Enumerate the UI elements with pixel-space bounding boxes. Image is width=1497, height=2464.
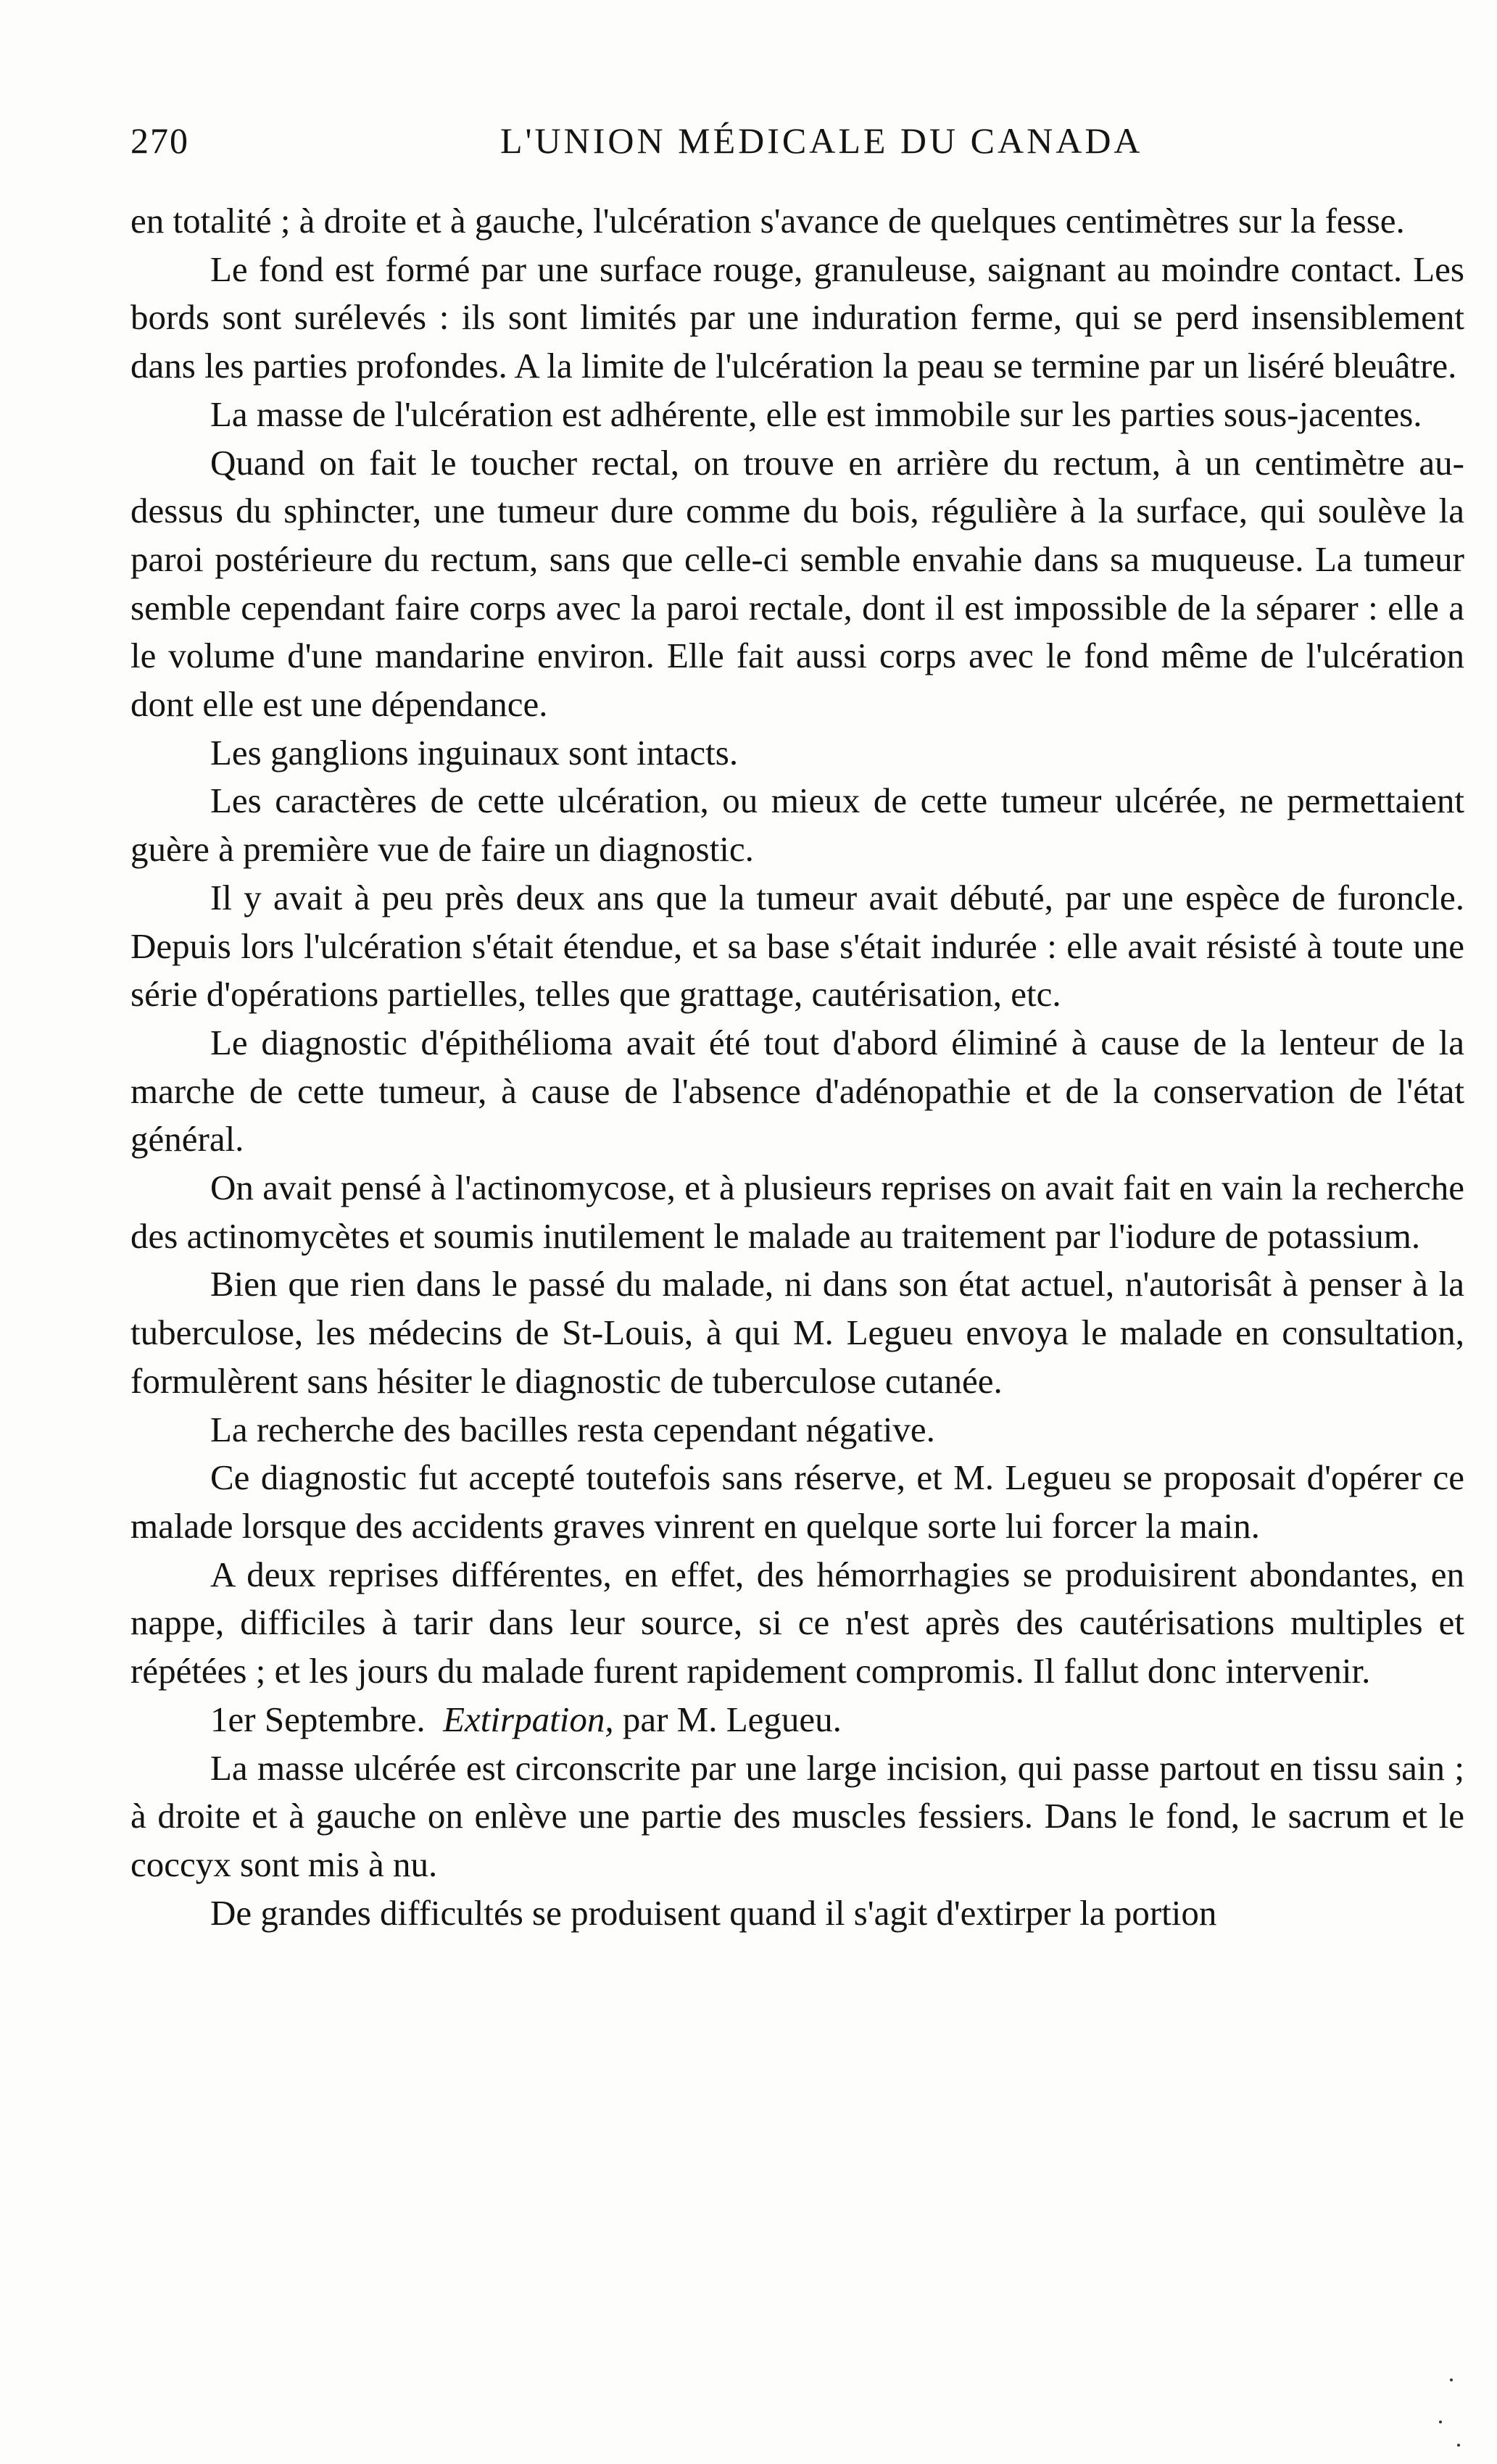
scan-speck [1450,2378,1453,2381]
paragraph: La masse de l'ulcération est adhérente, elle est immobile sur les parties sous-jacentes. [210,394,1422,434]
running-title: L'UNION MÉDICALE DU CANADA [500,120,1143,161]
paragraph: La recherche des bacilles resta cependant négative. [210,1409,935,1449]
paragraph: Le fond est formé par une surface rouge, granuleuse, saignant au moindre contact. Les bords sont surélevés : ils sont limités par une induration ferme, qui se perd insensiblement dans les parties profondes. A la limite de l'ulcération la peau se termine par un liséré bleuâtre. [130,249,1464,386]
paragraph: A deux reprises différentes, en effet, des hémorrhagies se produisirent abondantes, en nappe, difficiles à tarir dans leur source, si ce n'est après des cautérisations multiples et répétées ; et les jours du malade furent rapidement compromis. Il fallut donc intervenir. [130,1554,1464,1691]
paragraph: Le diagnostic d'épithélioma avait été tout d'abord éliminé à cause de la lenteur de la marche de cette tumeur, à cause de l'absence d'adénopathie et de la conservation de l'état général. [130,1022,1464,1160]
operation-surgeon: par M. Legueu. [622,1699,842,1739]
paragraph: Quand on fait le toucher rectal, on trouve en arrière du rectum, à un centimètre au-dessus du sphincter, une tumeur dure comme du bois, régulière à la surface, qui soulève la paroi postérieure du rectum, sans que celle-ci semble envahie dans sa muqueuse. La tumeur semble cependant faire corps avec la paroi rectale, dont il est impossible de la séparer : elle a le volume d'une mandarine environ. Elle fait aussi corps avec le fond même de l'ulcération dont elle est une dépendance. [130,442,1464,725]
operation-date: 1er Septembre. [210,1699,426,1739]
operation-title: Extirpation, [443,1699,614,1739]
operation-heading [130,1696,1464,1744]
scan-speck [1439,2421,1442,2423]
paragraph: Bien que rien dans le passé du malade, ni dans son état actuel, n'autorisât à penser à la tuberculose, les médecins de St-Louis, à qui M. Legueu envoya le malade en consultation, formulèrent sans hésiter le diagnostic de tuberculose cutanée. [130,1264,1464,1401]
paragraph: Les caractères de cette ulcération, ou mieux de cette tumeur ulcérée, ne permettaient guère à première vue de faire un diagnostic. [130,781,1464,870]
paragraph: La masse ulcérée est circonscrite par une large incision, qui passe partout en tissu sain ; à droite et à gauche on enlève une partie des muscles fessiers. Dans le fond, le sacrum et le coccyx sont mis à nu. [130,1747,1464,1884]
paragraph: Il y avait à peu près deux ans que la tumeur avait débuté, par une espèce de furoncle. Depuis lors l'ulcération s'était étendue, et sa base s'était indurée : elle avait résisté à toute une série d'opérations partielles, telles que grattage, cautérisation, etc. [130,877,1464,1015]
paragraph: Ce diagnostic fut accepté toutefois sans réserve, et M. Legueu se proposait d'opérer ce malade lorsque des accidents graves vinrent en quelque sorte lui forcer la main. [130,1457,1464,1546]
paragraph: en totalité ; à droite et à gauche, l'ulcération s'avance de quelques centimètres sur la fesse. [130,201,1405,241]
page-header [130,120,1464,170]
body-text [130,197,1464,1937]
page-number: 270 [130,120,189,161]
paragraph: De grandes difficultés se produisent quand il s'agit d'extirper la portion [210,1892,1217,1933]
paragraph: Les ganglions inguinaux sont intacts. [210,732,739,773]
scan-speck [1457,2444,1460,2447]
paragraph: On avait pensé à l'actinomycose, et à plusieurs reprises on avait fait en vain la recherche des actinomycètes et soumis inutilement le malade au traitement par l'iodure de potassium. [130,1168,1464,1256]
